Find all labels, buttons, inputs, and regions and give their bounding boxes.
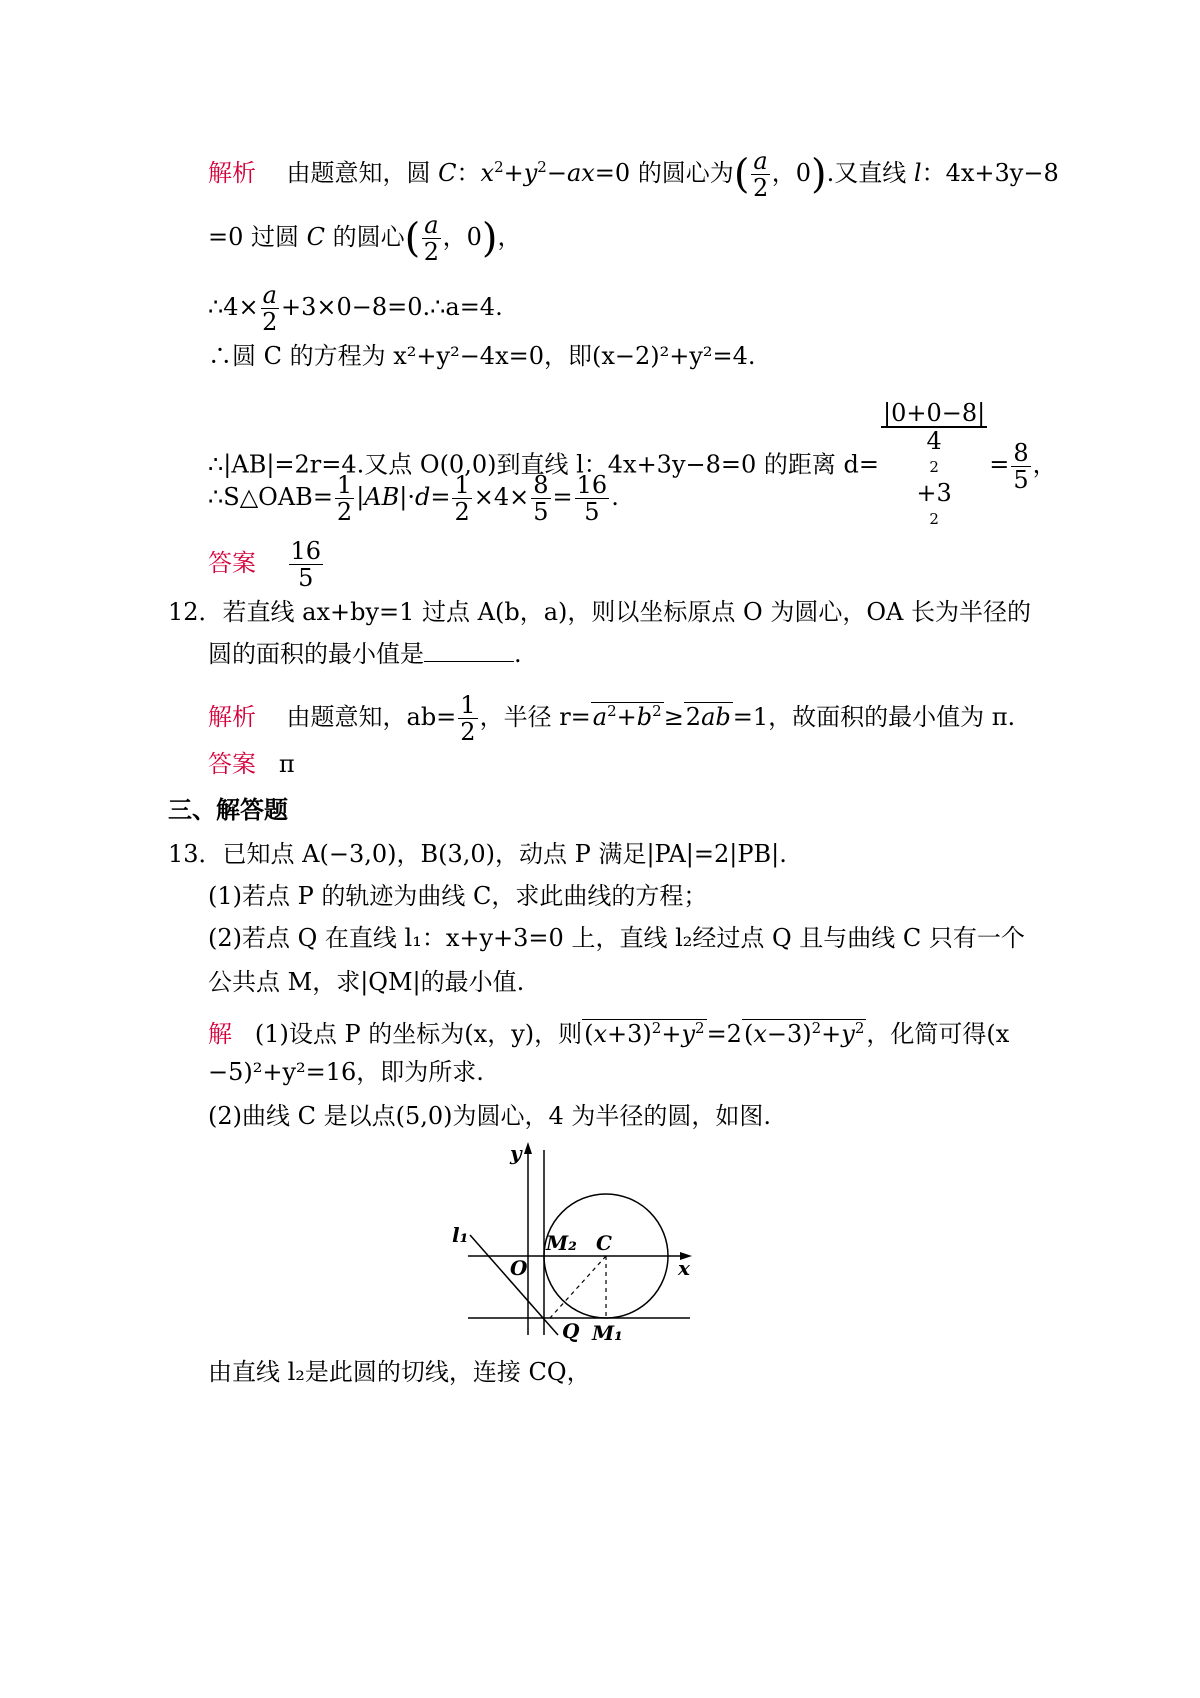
q13-part2-a: (2)若点 Q 在直线 l₁：x+y+3=0 上，直线 l₂经过点 Q 且与曲线 C 只有一个	[208, 924, 1025, 952]
solution-line-3: ∴4× $\frac{a}{2}$ +3×0−8=0.∴a=4.	[208, 281, 503, 336]
label-O: O	[510, 1256, 528, 1280]
q13-sol-4: 由直线 l₂是此圆的切线，连接 CQ，	[208, 1358, 591, 1386]
figure-circle	[440, 1130, 720, 1350]
q13-sol-3: (2)曲线 C 是以点(5,0)为圆心，4 为半径的圆，如图.	[208, 1102, 772, 1130]
q12-solution: 解析 由题意知，ab= $\frac{1}{2}$ ，半径 $r=a^2+b^2\ge 2ab=1$，故面积的最小值为 π.	[208, 691, 1016, 746]
q13-sol-1: 解 (1)设点 P 的坐标为(x，y)，则$(x+3)^2+y^2=2(x-3)^2+y^2$，化简可得(x	[208, 1019, 1010, 1048]
q13-line-1: 13．已知点 A(−3,0)，B(3,0)，动点 P 满足|PA|=2|PB|.	[168, 840, 787, 868]
solution-line-1: 解析 由题意知，圆 C：$x^2+y^2-ax=0$ 的圆心为( $\frac{a}{2}$ ，0).又直线 l：4x+3y−8	[208, 147, 1059, 202]
solution-line-6: ∴S△OAB= $\frac{1}{2}$ |AB|·d= $\frac{1}{2}$ ×4× $\frac{8}{5}$ = $\frac{16}{5}$ .	[208, 471, 619, 526]
label-Q: Q	[562, 1319, 580, 1343]
answer-blank	[424, 639, 514, 662]
label-l1: l₁	[452, 1223, 469, 1247]
solution-line-2: =0 过圆 C 的圆心( $\frac{a}{2}$ ，0)，	[208, 211, 522, 266]
label-daan: 答案	[208, 549, 256, 577]
label-C: C	[596, 1231, 612, 1255]
section-title: 三、解答题	[168, 796, 288, 824]
label-M2: M₂	[546, 1231, 577, 1255]
solution-line-5: ∴|AB|=2r=4.又点 O(0,0)到直线 l：4x+3y−8=0 的距离 d= |0+0−8| 4 2 +3 2 = $\frac{8}{5}$ ，	[208, 400, 1057, 532]
q13-part1: (1)若点 P 的轨迹为曲线 C，求此曲线的方程；	[208, 882, 708, 910]
solution-line-4: ∴圆 C 的方程为 x²+y²−4x=0，即(x−2)²+y²=4.	[208, 342, 756, 370]
q13-part2-b: 公共点 M，求|QM|的最小值.	[208, 968, 525, 996]
q12-line-2: 圆的面积的最小值是 .	[208, 640, 522, 668]
answer-11: 答案 $\frac{16}{5}$	[208, 537, 322, 592]
q13-sol-2: −5)²+y²=16，即为所求.	[208, 1058, 484, 1086]
y-axis-arrow	[524, 1142, 532, 1154]
q12-line-1: 12．若直线 ax+by=1 过点 A(b，a)，则以坐标原点 O 为圆心，OA 长为半径的	[168, 598, 1031, 626]
label-y: y	[510, 1141, 522, 1165]
answer-12: 答案 π	[208, 750, 295, 778]
label-jiexi: 解析	[208, 159, 256, 187]
line-CQ	[550, 1256, 606, 1318]
label-M1: M₁	[592, 1321, 623, 1345]
label-x: x	[678, 1256, 690, 1280]
